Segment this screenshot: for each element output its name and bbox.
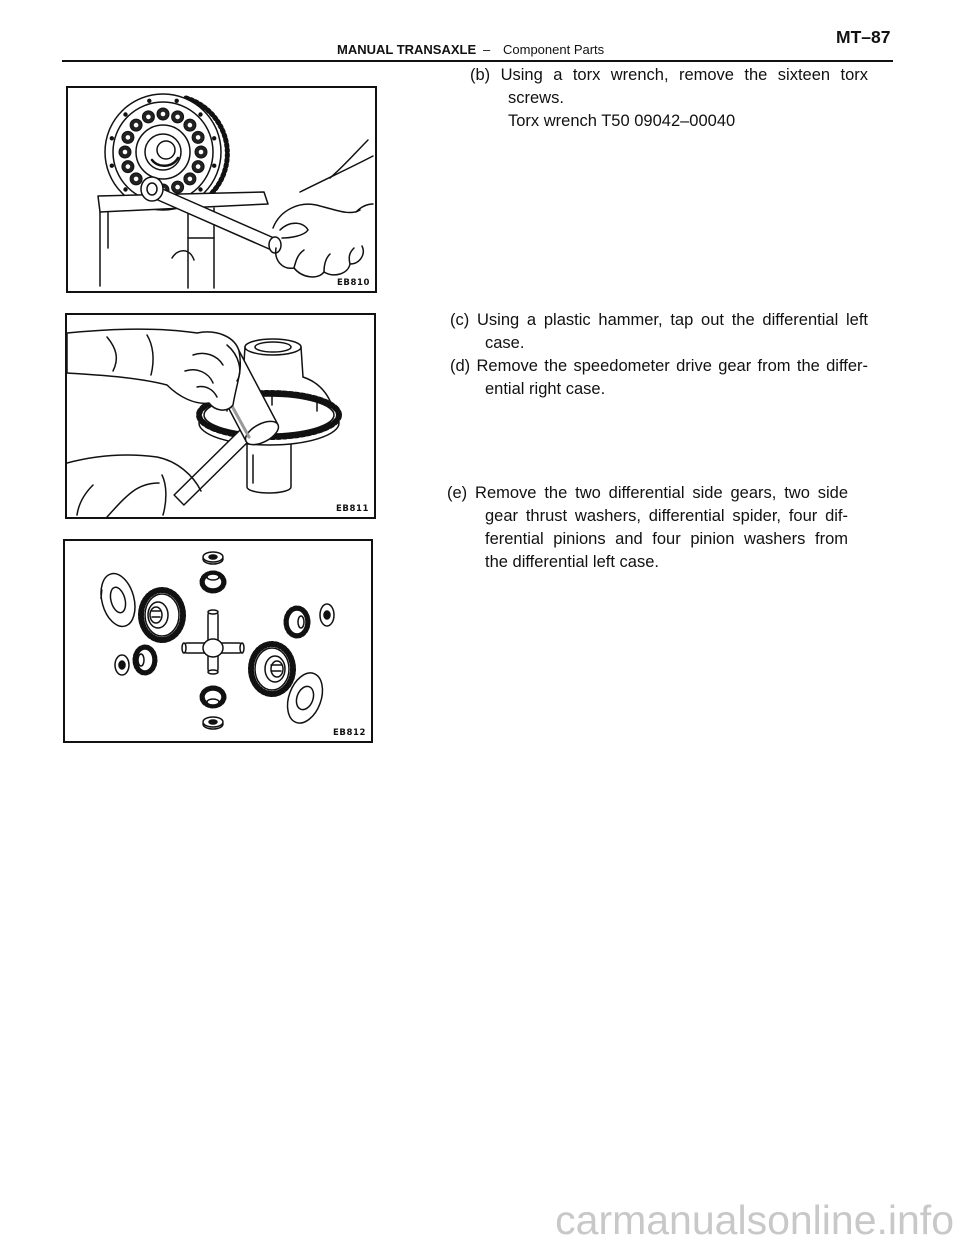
pinion-top [202,573,224,591]
step-e [447,482,848,574]
hand-drawing [273,140,373,277]
step-c-line-1: (c) Using a plastic hammer, tap out the differential left [450,311,868,329]
figure-1-label: EB810 [336,278,370,288]
pinion-right [286,608,308,636]
figure-3-label: EB812 [332,728,366,738]
hammer-handle-drawing [174,428,252,505]
pinion-washer-top [203,552,223,564]
differential-spider [182,610,244,674]
torx-wrench-drawing [141,177,281,253]
pinion-left [135,647,155,673]
pinion-washer-right [320,604,334,626]
section-title: MANUAL TRANSAXLE [337,42,477,57]
step-e-line-3: ferential pinions and four pinion washers from [485,530,848,548]
step-b-line-1: (b) Using a torx wrench, remove the sixteen torx [470,66,868,84]
pinion-bottom [202,688,224,706]
step-d-line-1: (d) Remove the speedometer drive gear from the differ- [450,357,868,375]
figure-3-illustration [65,541,371,741]
figure-plastic-hammer [65,313,376,519]
step-b-line-2: screws. [508,89,564,107]
subsection-title: Component Parts [503,42,605,57]
step-d-line-2: ential right case. [485,380,606,398]
figure-2-label: EB811 [335,504,369,514]
header-rule [62,60,893,62]
figure-differential-parts [63,539,373,743]
page-number: MT–87 [836,27,891,47]
pinion-washer-left [115,655,129,675]
step-b-tool-spec: Torx wrench T50 09042–00040 [508,112,736,130]
watermark: carmanualsonline.info [555,1197,954,1242]
figure-2-illustration [67,315,374,517]
step-e-line-2: gear thrust washers, differential spider, four dif- [485,507,848,525]
pinion-washer-bottom [203,717,223,729]
thrust-washer-left [96,570,141,630]
step-e-line-4: the differential left case. [485,553,659,571]
figure-1-illustration [68,88,375,291]
figure-torx-wrench [66,86,377,293]
second-arm-drawing [67,455,201,517]
step-b [470,64,868,133]
step-c-line-2: case. [485,334,525,352]
hand-drawing [67,329,240,410]
step-e-line-1: (e) Remove the two differential side gears, two side [447,484,848,502]
side-gear-left [141,590,183,640]
support-stand-drawing [100,208,214,288]
side-gear-right [251,644,293,694]
header-separator: – [483,42,491,57]
step-c-d [450,309,868,401]
